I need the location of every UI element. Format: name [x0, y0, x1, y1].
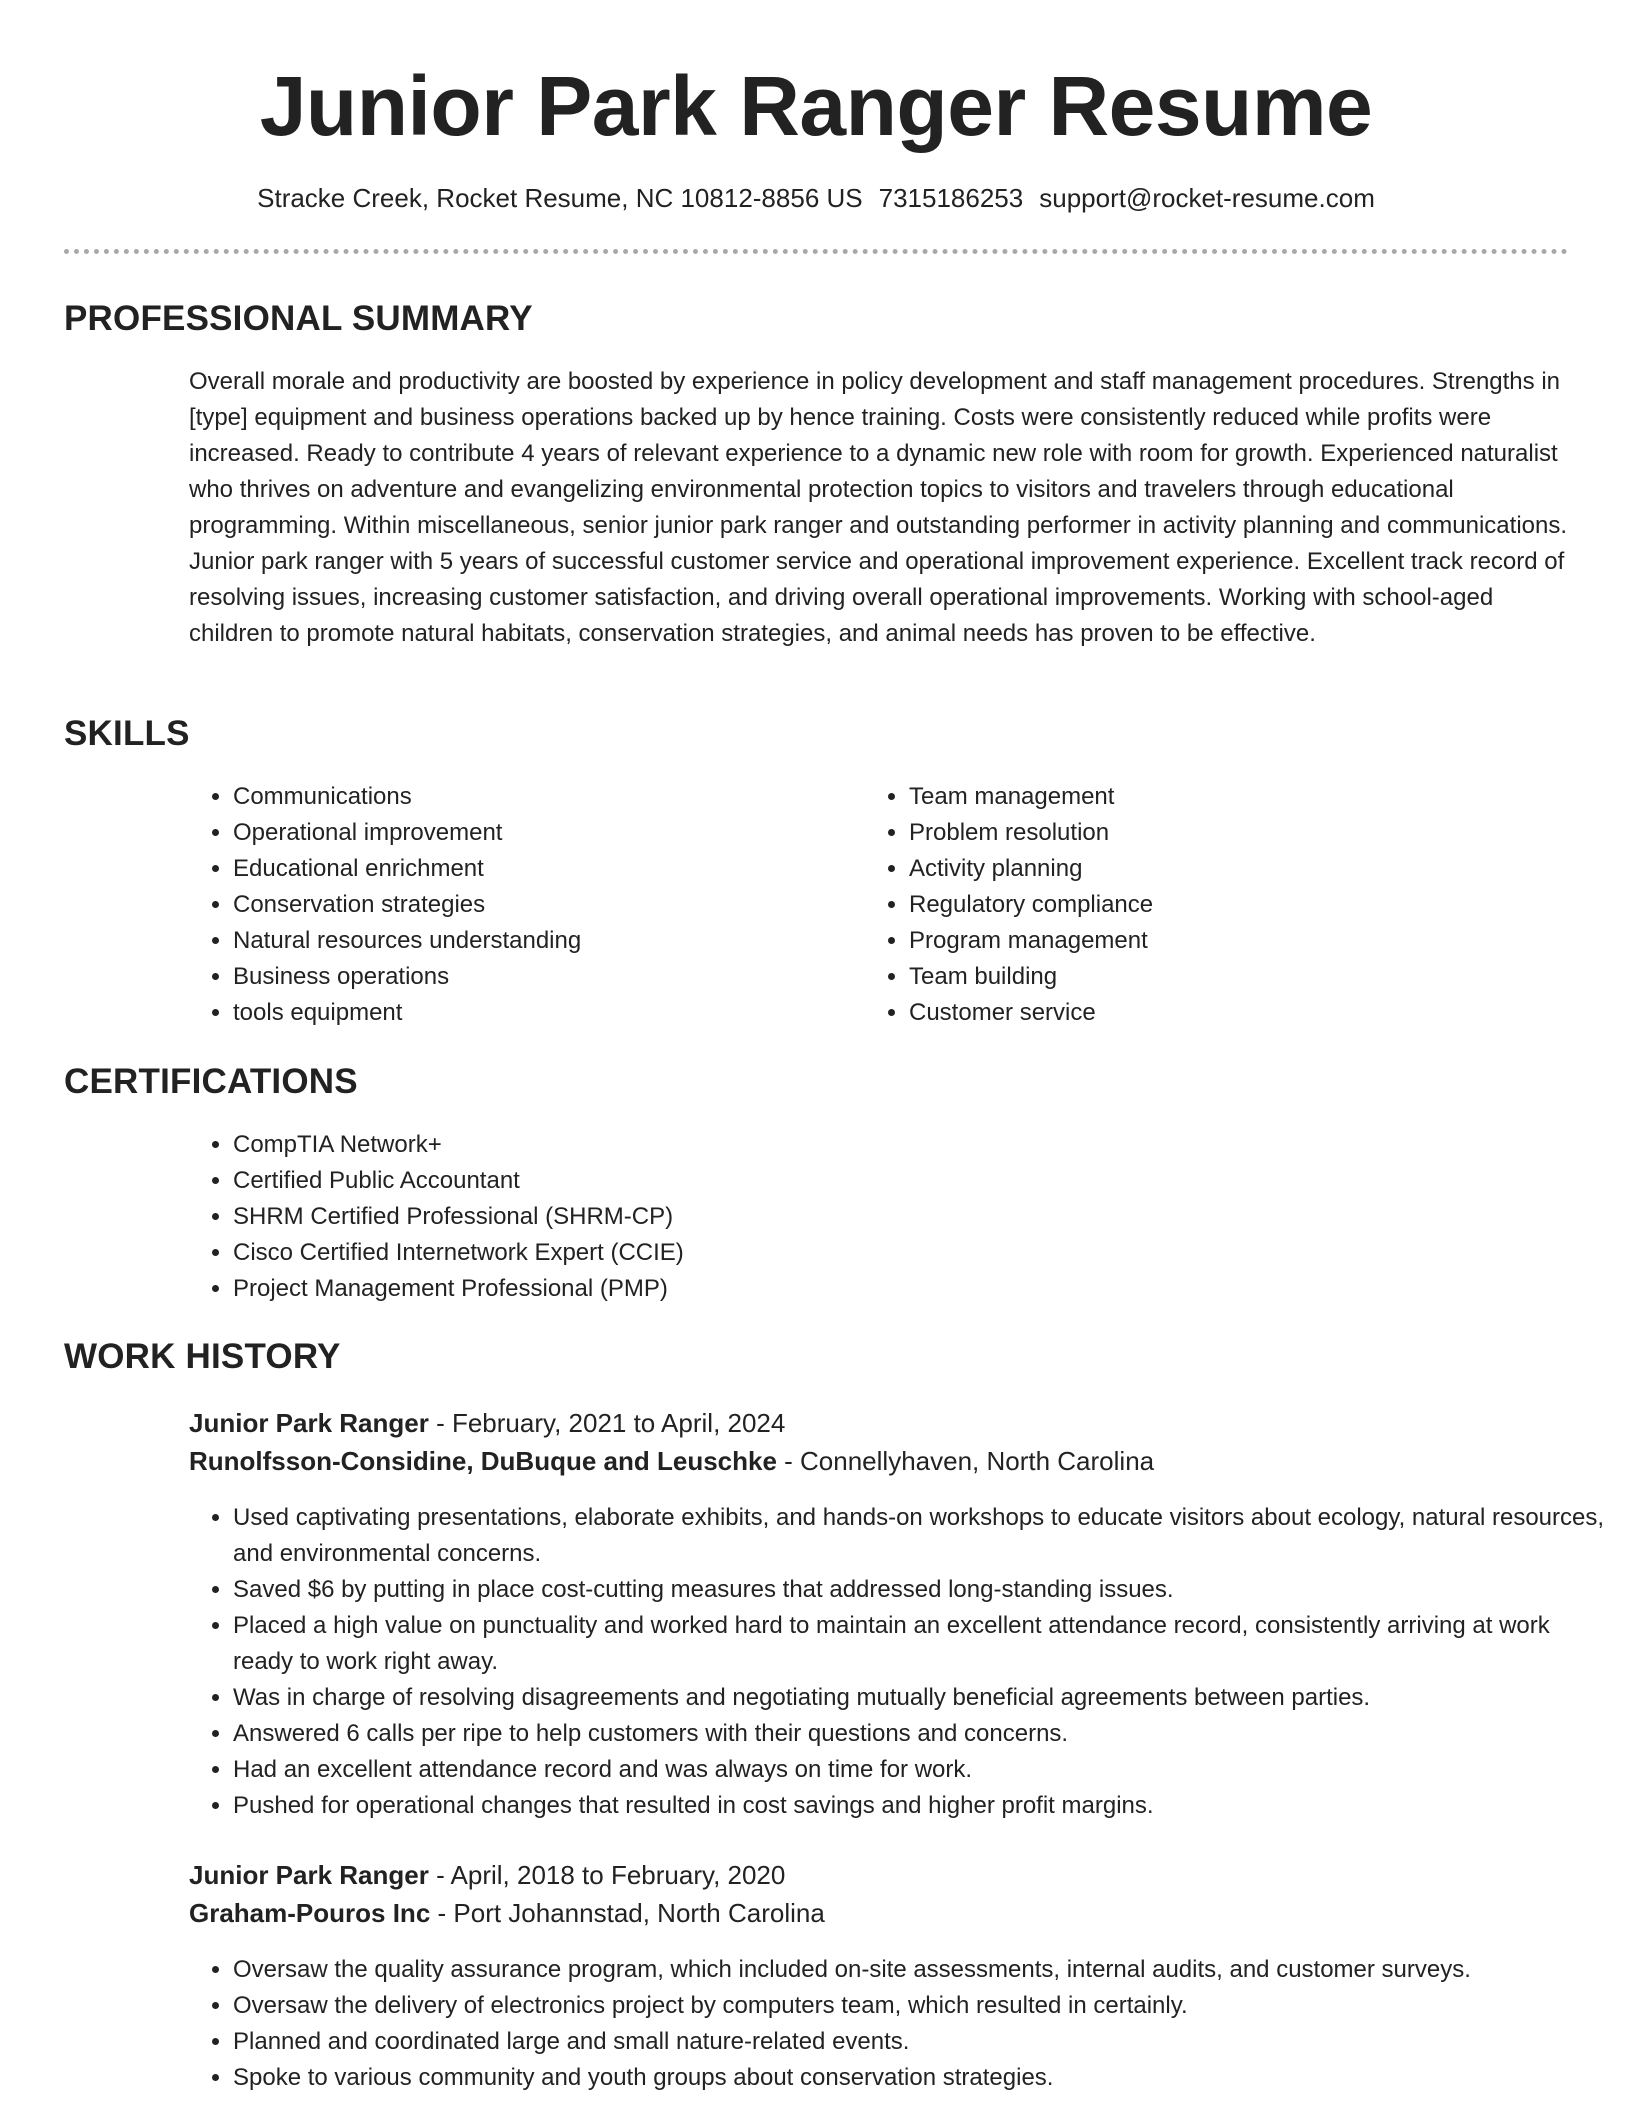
- skill-item: • Operational improvement: [233, 815, 853, 851]
- certifications-list: [189, 1127, 1433, 1307]
- job-bullet: • Was in charge of resolving disagreements and negotiating mutually beneficial agreements between parties.: [233, 1680, 1613, 1716]
- skill-item: • Communications: [233, 779, 853, 815]
- resume-title: Junior Park Ranger Resume: [259, 59, 1373, 153]
- job-company: Graham-Pouros Inc: [189, 1898, 431, 1928]
- contact-address: Stracke Creek, Rocket Resume, NC 10812-8856 US: [257, 183, 863, 213]
- work-history-heading: WORK HISTORY: [64, 1337, 341, 1376]
- header-divider: [64, 249, 1568, 254]
- job-bullet: • Oversaw the quality assurance program, which included on-site assessments, internal audits, and customer surveys.: [233, 1952, 1613, 1988]
- contact-phone: 7315186253: [878, 183, 1024, 213]
- job-role: Junior Park Ranger: [189, 1408, 429, 1438]
- skills-heading: SKILLS: [64, 714, 190, 753]
- job-dates: - February, 2021 to April, 2024: [428, 1408, 786, 1438]
- summary-text: Overall morale and productivity are boosted by experience in policy development and staff management procedures. Strengths in [type] equipment and business operations backed up by hence training. Costs were consistently reduced while profits were increased. Ready to contribute 4 years of relevant experience to a dynamic new role with room for growth. Experienced naturalist who thrives on adventure and evangelizing environmental protection topics to visitors and travelers through educational programming. Within miscellaneous, senior junior park ranger and outstanding performer in activity planning and communications. Junior park ranger with 5 years of successful customer service and operational improvement experience. Excellent track record of resolving issues, increasing customer satisfaction, and driving overall operational improvements. Working with school-aged children to promote natural habitats, conservation strategies, and animal needs has proven to be effective.: [189, 368, 1568, 647]
- job-bullet: • Pushed for operational changes that resulted in cost savings and higher profit margins.: [233, 1788, 1613, 1824]
- skill-item: • Natural resources understanding: [233, 923, 853, 959]
- certification-item: • SHRM Certified Professional (SHRM-CP): [233, 1199, 1433, 1235]
- certification-item: • Certified Public Accountant: [233, 1163, 1433, 1199]
- certifications-heading: CERTIFICATIONS: [64, 1062, 358, 1101]
- skills-list-left: [189, 779, 853, 1031]
- skill-item: • Problem resolution: [909, 815, 1529, 851]
- certification-item: • Project Management Professional (PMP): [233, 1271, 1433, 1307]
- skill-item: • Team management: [909, 779, 1529, 815]
- job-bullets: [189, 1952, 1613, 2096]
- contact-line: [0, 180, 1632, 216]
- skill-item: • Regulatory compliance: [909, 887, 1529, 923]
- certification-item: • CompTIA Network+: [233, 1127, 1433, 1163]
- job-title-line: [189, 1404, 785, 1442]
- job-location: - Connellyhaven, North Carolina: [776, 1446, 1155, 1476]
- job-bullets: [189, 1500, 1613, 1824]
- job-bullet: • Saved $6 by putting in place cost-cutting measures that addressed long-standing issues.: [233, 1572, 1613, 1608]
- job-bullet: • Had an excellent attendance record and was always on time for work.: [233, 1752, 1613, 1788]
- summary-heading: PROFESSIONAL SUMMARY: [64, 299, 533, 338]
- skill-item: • Educational enrichment: [233, 851, 853, 887]
- job-title-line: [189, 1856, 785, 1894]
- skill-item: • Customer service: [909, 995, 1529, 1031]
- job-location: - Port Johannstad, North Carolina: [430, 1898, 825, 1928]
- job-role: Junior Park Ranger: [189, 1860, 429, 1890]
- job-bullet: • Answered 6 calls per ripe to help customers with their questions and concerns.: [233, 1716, 1613, 1752]
- skill-item: • Business operations: [233, 959, 853, 995]
- job-bullet: • Planned and coordinated large and small nature-related events.: [233, 2024, 1613, 2060]
- skills-list-right: [865, 779, 1529, 1031]
- job-bullet: • Used captivating presentations, elaborate exhibits, and hands-on workshops to educate visitors about ecology, natural resources, and environmental concerns.: [233, 1500, 1613, 1572]
- job-company-line: [189, 1442, 1154, 1480]
- contact-email: support@rocket-resume.com: [1039, 183, 1375, 213]
- certification-item: • Cisco Certified Internetwork Expert (CCIE): [233, 1235, 1433, 1271]
- skill-item: • tools equipment: [233, 995, 853, 1031]
- job-bullet: • Spoke to various community and youth groups about conservation strategies.: [233, 2060, 1613, 2096]
- job-company-line: [189, 1894, 825, 1932]
- job-company: Runolfsson-Considine, DuBuque and Leuschke: [189, 1446, 777, 1476]
- job-bullet: • Placed a high value on punctuality and worked hard to maintain an excellent attendance record, consistently arriving at work ready to work right away.: [233, 1608, 1613, 1680]
- skill-item: • Team building: [909, 959, 1529, 995]
- skill-item: • Activity planning: [909, 851, 1529, 887]
- skill-item: • Conservation strategies: [233, 887, 853, 923]
- skill-item: • Program management: [909, 923, 1529, 959]
- job-bullet: • Oversaw the delivery of electronics project by computers team, which resulted in certainly.: [233, 1988, 1613, 2024]
- job-dates: - April, 2018 to February, 2020: [428, 1860, 786, 1890]
